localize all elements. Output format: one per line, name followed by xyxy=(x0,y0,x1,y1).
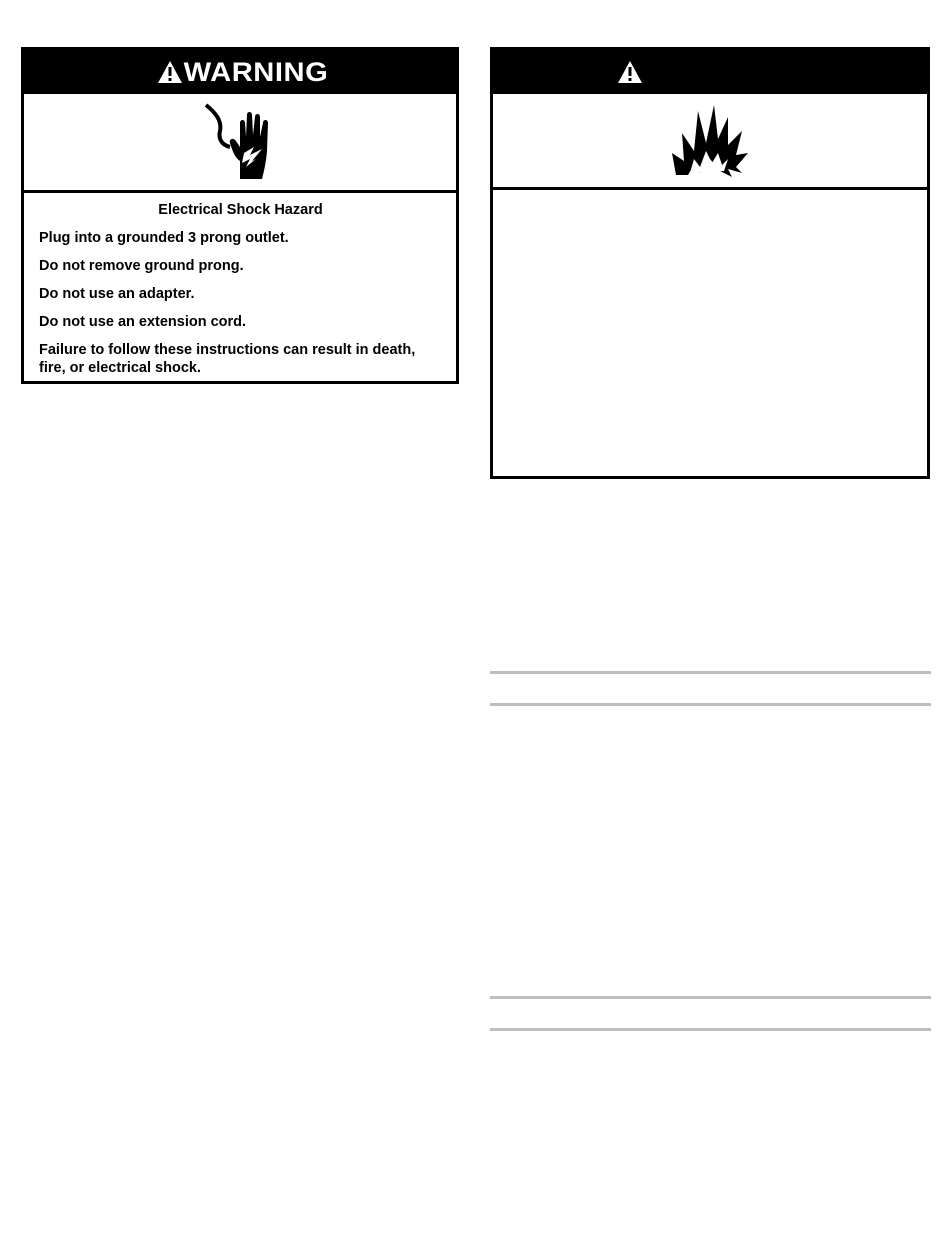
warning-title: WARNING xyxy=(183,56,329,87)
hazard-title: Electrical Shock Hazard xyxy=(158,202,323,218)
instruction-extension-cord: Do not use an extension cord. xyxy=(39,314,247,330)
warning-header xyxy=(493,50,927,94)
icon-band xyxy=(493,94,927,190)
instruction-grounded-outlet: Plug into a grounded 3 prong outlet. xyxy=(39,230,289,246)
warning-header xyxy=(24,50,456,94)
warning-text xyxy=(24,193,456,377)
icon-band xyxy=(24,94,456,193)
electrical-warning-box xyxy=(21,47,459,384)
instruction-failure-consequence: Failure to follow these instructions can result in death, fire, or electrical shock. xyxy=(39,342,416,376)
electrical-shock-hand-icon xyxy=(200,101,280,183)
explosion-warning-box xyxy=(490,47,930,479)
warning-triangle-icon xyxy=(617,60,643,84)
section-rule xyxy=(490,996,931,999)
section-rule xyxy=(490,703,931,706)
explosion-icon xyxy=(670,103,750,179)
section-rule xyxy=(490,671,931,674)
warning-triangle-icon xyxy=(157,60,183,84)
instruction-ground-prong: Do not remove ground prong. xyxy=(39,258,244,274)
instruction-adapter: Do not use an adapter. xyxy=(39,286,195,302)
section-rule xyxy=(490,1028,931,1031)
